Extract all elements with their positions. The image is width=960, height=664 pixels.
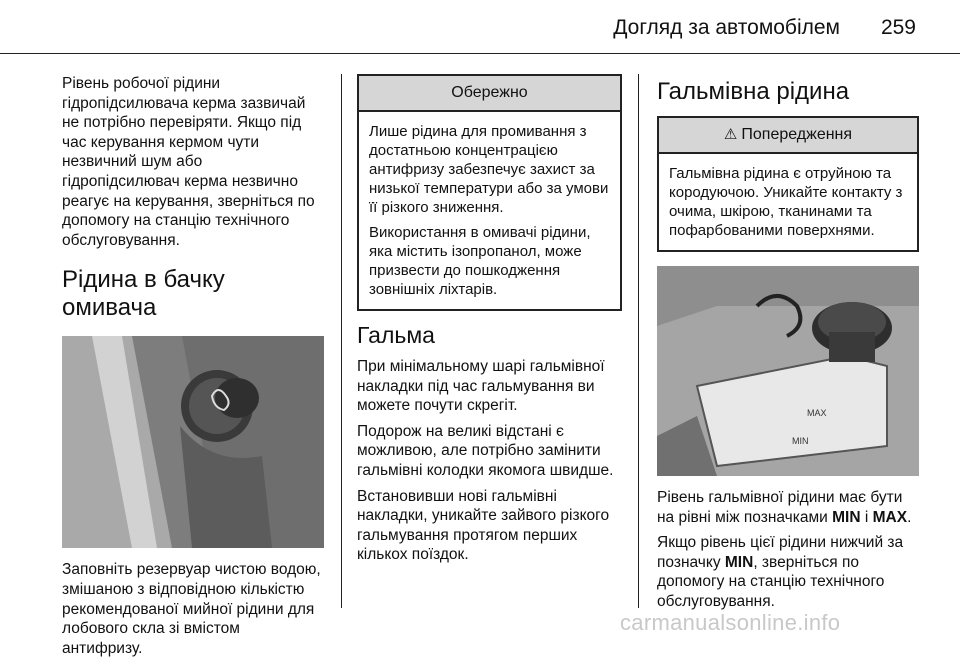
warning-box <box>657 116 919 252</box>
brake-fluid-reservoir-illustration <box>657 266 919 476</box>
caution-text-1: Лише рідина для промивання з достатньою концентрацією антифризу забезпечує захист за низької температури або за умови її різкого зниження. <box>369 123 609 216</box>
caution-text-2: Використання в омивачі рідини, яка містить ізопропанол, може призвести до пошкодження зовнішніх ліхтарів. <box>369 224 591 298</box>
watermark: carmanualsonline.info <box>620 610 841 635</box>
brakes-text-2: Подорож на великі відстані є можливою, але потрібно замінити гальмівні колодки якомога швидше. <box>357 422 614 479</box>
power-steering-text: Рівень робочої рідини гідропідсилювача керма зазвичай не потрібно перевіряти. Якщо під час керування кермом чути незвичний шум або гідропідсилювач керма незвично реагує на керування, зверніться по допомогу на станцію технічного обслуговування. <box>62 75 315 249</box>
header-divider <box>0 53 960 54</box>
warning-triangle-icon: ⚠ <box>723 126 738 143</box>
washer-reservoir-illustration <box>62 336 324 548</box>
brakes-text-1: При мінімальному шарі гальмівної накладки під час гальмування ви можете почути скрегіт. <box>357 358 605 415</box>
image-max-label: MAX <box>807 408 827 418</box>
page-title: Догляд за автомобілем <box>613 16 840 39</box>
low-text-end: , зверніться по допомогу на станцію технічного обслуговування. <box>657 553 885 610</box>
brake-fluid-low-text <box>657 533 919 611</box>
warning-header <box>659 118 917 154</box>
column-1 <box>62 74 324 664</box>
washer-fluid-heading: Рідина в бачку омивача <box>62 266 225 322</box>
brakes-heading: Гальма <box>357 322 435 348</box>
brake-fluid-level-text <box>657 488 919 527</box>
column-2 <box>357 74 622 571</box>
low-text-start: Якщо рівень цієї рідини нижчий за позначку <box>657 534 904 571</box>
brake-fluid-reservoir-image <box>657 266 919 476</box>
caution-box <box>357 74 622 311</box>
image-min-label: MIN <box>792 436 809 446</box>
min-label: MIN <box>832 508 861 526</box>
max-label: MAX <box>872 508 908 526</box>
column-3 <box>657 74 919 618</box>
brakes-text-3: Встановивши нові гальмівні накладки, уникайте зайвого різкого гальмування протягом перших кількох поїздок. <box>357 487 610 564</box>
and-word: і <box>864 508 869 526</box>
warning-text: Гальмівна рідина є отруйною та кородуючою. Уникайте контакту з очима, шкірою, тканинами та пофарбованими поверхнями. <box>669 165 903 239</box>
column-divider-2 <box>638 74 639 608</box>
caution-title: Обережно <box>359 76 620 112</box>
washer-reservoir-image <box>62 336 324 548</box>
page-header <box>0 0 960 56</box>
level-period: . <box>907 508 912 526</box>
washer-fluid-text: Заповніть резервуар чистою водою, змішаною з відповідною кількістю рекомендованої мийної рідини для лобового скла зі вмістом антифризу. <box>62 561 321 657</box>
warning-title: Попередження <box>741 126 853 143</box>
column-divider-1 <box>341 74 342 608</box>
level-text: Рівень гальмівної рідини має бути на рівні між позначками <box>657 489 903 526</box>
min-label-2: MIN <box>724 553 754 571</box>
brake-fluid-heading: Гальмівна рідина <box>657 78 850 105</box>
page-number: 259 <box>880 16 916 39</box>
